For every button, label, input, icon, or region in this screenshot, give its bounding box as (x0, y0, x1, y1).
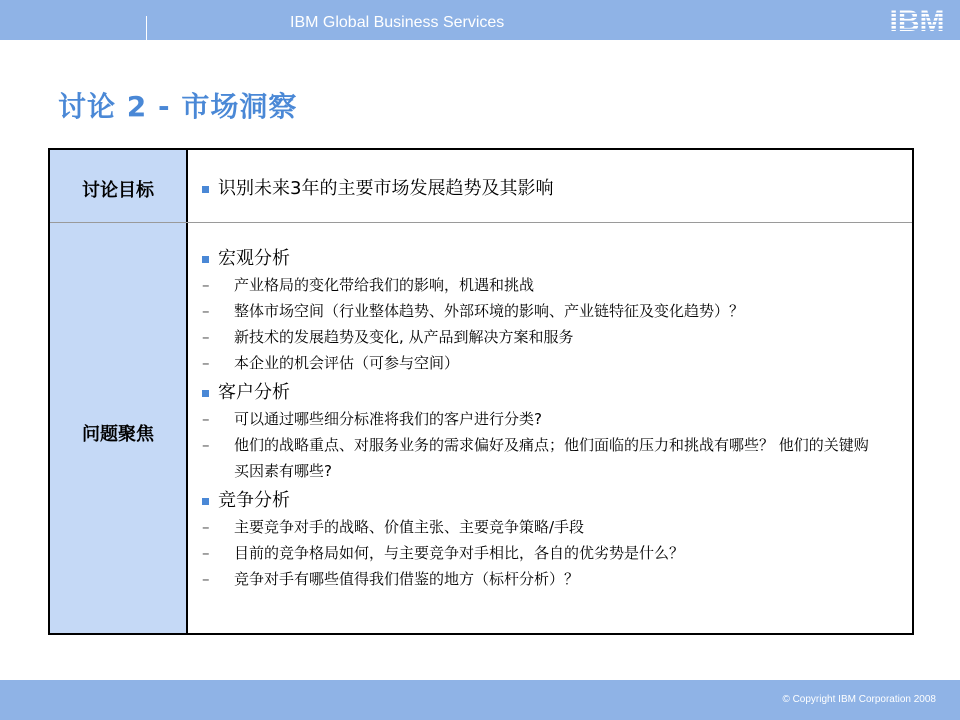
section-heading (202, 488, 874, 514)
svg-text:IBM: IBM (889, 6, 945, 34)
sub-item (202, 406, 874, 432)
goal-content (202, 176, 553, 202)
dash-icon: – (202, 570, 210, 588)
header-bar (0, 0, 960, 40)
dash-icon: – (202, 302, 210, 320)
section-customer (202, 380, 874, 484)
section-macro (202, 246, 874, 376)
division-name: IBM Global Business Services (290, 14, 505, 31)
sub-item (202, 298, 874, 324)
sub-item-text: 整体市场空间（行业整体趋势、外部环境的影响、产业链特征及变化趋势）？ (234, 302, 745, 320)
ibm-logo-icon (884, 6, 950, 34)
dash-icon: – (202, 518, 210, 536)
sub-item (202, 350, 874, 376)
focus-content (202, 246, 874, 596)
sub-item-text: 可以通过哪些细分标准将我们的客户进行分类? (234, 410, 542, 428)
dash-icon: – (202, 436, 210, 454)
square-bullet-icon (202, 256, 209, 263)
header-divider (146, 16, 147, 42)
sub-item-text: 他们的战略重点、对服务业务的需求偏好及痛点；他们面临的压力和挑战有哪些？ 他们的关键购买因素有哪些? (234, 436, 869, 480)
sub-item (202, 432, 874, 484)
sub-item-text: 竞争对手有哪些值得我们借鉴的地方（标杆分析）？ (234, 570, 580, 588)
row-label-focus: 问题聚焦 (82, 424, 154, 445)
sub-item-text: 产业格局的变化带给我们的影响，机遇和挑战 (234, 276, 535, 294)
sub-item (202, 272, 874, 298)
dash-icon: – (202, 354, 210, 372)
sub-item-text: 目前的竞争格局如何，与主要竞争对手相比，各自的优劣势是什么？ (234, 544, 685, 562)
sub-item (202, 566, 874, 592)
sub-item (202, 324, 874, 350)
square-bullet-icon (202, 498, 209, 505)
goal-bullet (202, 176, 553, 202)
dash-icon: – (202, 276, 210, 294)
sub-item (202, 514, 874, 540)
dash-icon: – (202, 544, 210, 562)
sub-item (202, 540, 874, 566)
section-heading-text: 宏观分析 (218, 248, 290, 269)
square-bullet-icon (202, 186, 209, 193)
row-divider (50, 222, 912, 223)
sub-item-text: 本企业的机会评估（可参与空间） (234, 354, 460, 372)
section-heading-text: 竞争分析 (218, 490, 290, 511)
dash-icon: – (202, 328, 210, 346)
discussion-table (48, 148, 914, 635)
slide-title: 讨论 2 - 市场洞察 (58, 90, 298, 123)
section-heading (202, 246, 874, 272)
footer-bar (0, 680, 960, 720)
sub-item-text: 主要竞争对手的战略、价值主张、主要竞争策略/手段 (234, 518, 585, 536)
section-heading (202, 380, 874, 406)
section-heading-text: 客户分析 (218, 382, 290, 403)
copyright-text: © Copyright IBM Corporation 2008 (782, 694, 936, 705)
square-bullet-icon (202, 390, 209, 397)
dash-icon: – (202, 410, 210, 428)
row-label-goal: 讨论目标 (82, 180, 154, 201)
bullet-text: 识别未来3年的主要市场发展趋势及其影响 (218, 178, 554, 199)
section-competition (202, 488, 874, 592)
sub-item-text: 新技术的发展趋势及变化, 从产品到解决方案和服务 (234, 328, 574, 346)
